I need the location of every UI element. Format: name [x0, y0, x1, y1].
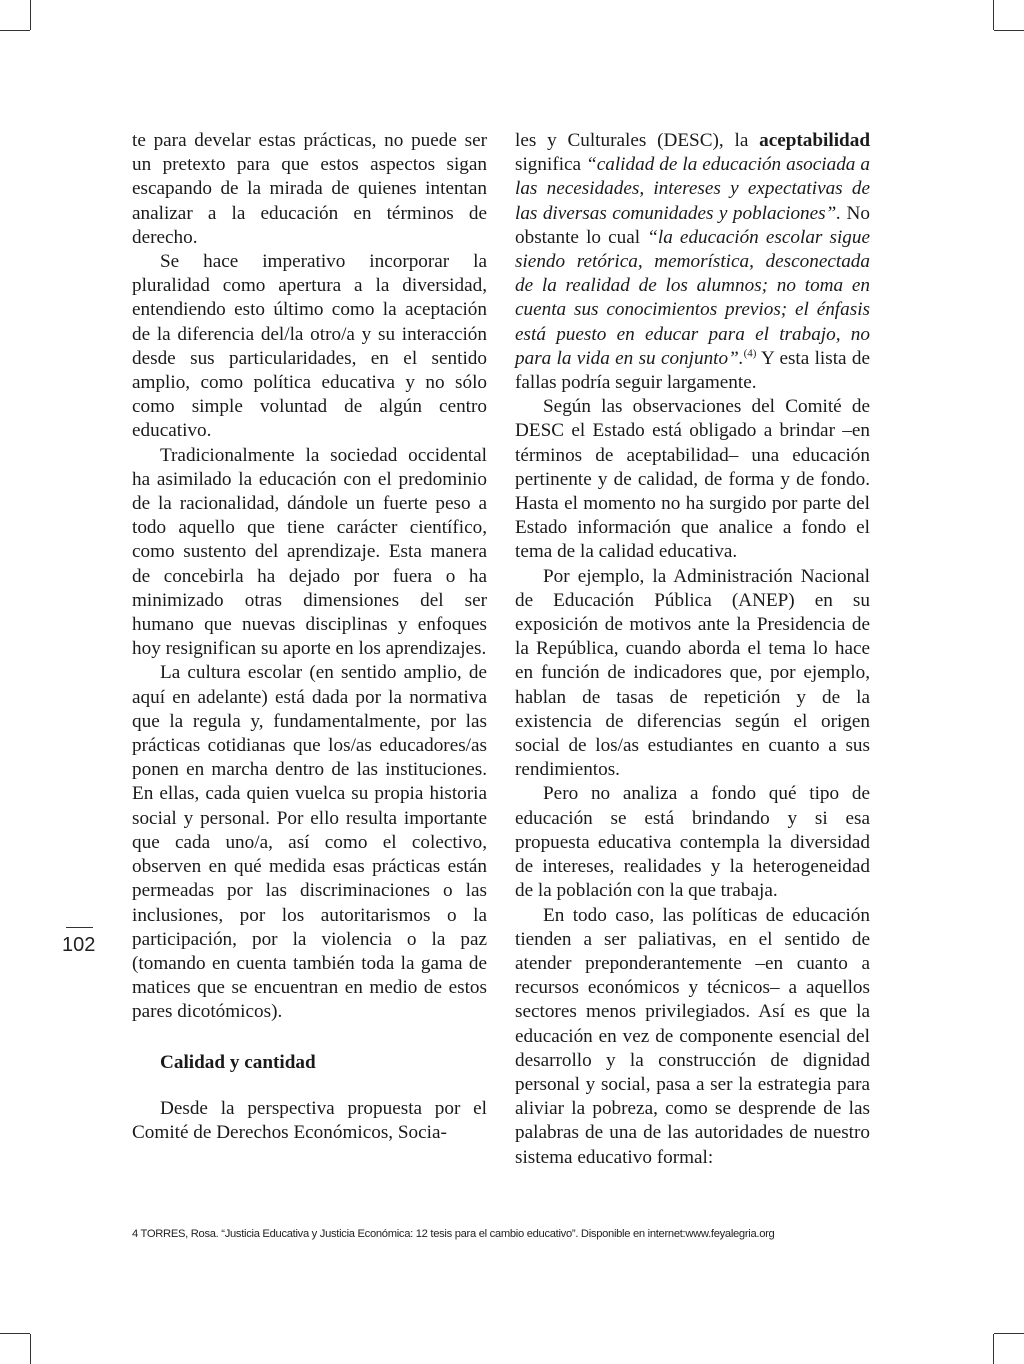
crop-mark-bottom-left-h [0, 1333, 30, 1334]
crop-mark-top-left-h [0, 30, 30, 31]
left-paragraph-2: Se hace imperativo incorporar la pluralidad como apertura a la diversidad, entendiendo esto último como la aceptación de la diferencia del/la otro/a y su interacción desde sus particularidades, en el sentido amplio, como política educativa y no sólo como simple voluntad de algún centro educativo. [132, 251, 487, 442]
left-paragraph-1: te para develar estas prácticas, no puede ser un pretexto para que estos aspectos sigan escapando de la mirada de quienes intentan analizar a la educación en términos de derecho. [132, 130, 487, 248]
quote-2: “la educación escolar sigue siendo retórica, memorística, desconectada de la realidad de los alumnos; no toma en cuenta sus conocimientos previos; el énfasis está puesto en educar para el trabajo, no para la vida en su conjunto”. [515, 226, 871, 369]
left-paragraph-5: Desde la perspectiva propuesta por el Comité de Derechos Económicos, Socia- [132, 1097, 487, 1143]
page-number-rule [66, 927, 93, 928]
footnote-ref: (4) [743, 347, 757, 360]
section-heading: Calidad y cantidad [160, 1051, 316, 1073]
crop-mark-top-right-v [993, 0, 994, 30]
right-paragraph-3: Por ejemplo, la Administración Nacional de Educación Pública (ANEP) en su exposición de motivos ante la Presidencia de la República, cuando aborda el tema lo hace en función de indicadores que, por ejemplo, hablan de tasas de repetición y de la existencia de diferencias según el origen social de los/as estudiantes en cuanto a sus rendimientos. [515, 565, 870, 781]
crop-mark-bottom-right-h [994, 1333, 1024, 1334]
right-paragraph-2: Según las observaciones del Comité de DESC el Estado está obligado a brindar –en términos de aceptabilidad– una educación pertinente y de calidad, de forma y de fondo. Hasta el momento no ha surgido por parte del Estado información que analice a fondo el tema de la calidad educativa. [515, 396, 870, 563]
left-column [132, 129, 487, 1145]
right-column [515, 129, 870, 1170]
term-aceptabilidad: aceptabilidad [759, 130, 870, 151]
crop-mark-bottom-left-v [30, 1334, 31, 1364]
page-number: 102 [62, 934, 96, 956]
left-paragraph-4: La cultura escolar (en sentido amplio, de aquí en adelante) está dada por la normativa que la regula y, fundamentalmente, por las prácticas cotidianas que los/as educadores/as ponen en marcha dentro de las instituciones. En ellas, cada quien vuelca su propia historia social y personal. Por ello resulta importante que cada uno/a, así como el colectivo, observen en qué medida esas prácticas están permeadas por las discriminaciones o las inclusiones, por los autoritarismos o la participación, por la violencia o la paz (tomando en cuenta también toda la gama de matices que se encuentran en medio de estos pares dicotómicos). [132, 662, 487, 1023]
crop-mark-top-left-v [30, 0, 31, 30]
right-paragraph-1: les y Culturales (DESC), la aceptabilidad significa “calidad de la educación asociada a las necesidades, intereses y expectativas de las diversas comunidades y poblaciones”. No obstante lo cual “la educación escolar sigue siendo retórica, memorística, desconectada de la realidad de los alumnos; no toma en cuenta sus conocimientos previos; el énfasis está puesto en educar para el trabajo, no para la vida en su conjunto”.$^{(4)}$ Y esta lista de fallas podría seguir largamente. [515, 130, 871, 394]
right-paragraph-4: Pero no analiza a fondo qué tipo de educación se está brindando y si esa propuesta educativa contempla la diversidad de intereses, realidades y la heterogeneidad de la población con la que trabaja. [515, 783, 870, 902]
quote-1: “calidad de la educación asociada a las necesidades, intereses y expectativas de las diversas comunidades y poblaciones”. [515, 154, 870, 224]
crop-mark-bottom-right-v [993, 1334, 994, 1364]
footnote: 4 TORRES, Rosa. “Justicia Educativa y Justicia Económica: 12 tesis para el cambio educativo”. Disponible en internet:www.feyalegria.org [132, 1228, 775, 1240]
crop-mark-top-right-h [994, 30, 1024, 31]
right-paragraph-5: En todo caso, las políticas de educación tienden a ser paliativas, en el sentido de atender preponderantemente –en cuanto a recursos económicos y técnicos– a aquellos sectores menos privilegiados. Así es que la educación en vez de componente esencial del desarrollo y la construcción de dignidad personal y social, pasa a ser la estrategia para aliviar la pobreza, como se desprende de las palabras de una de las autoridades de nuestro sistema educativo formal: [515, 904, 870, 1168]
left-paragraph-3: Tradicionalmente la sociedad occidental ha asimilado la educación con el predominio de la racionalidad, dándole un fuerte peso a todo aquello que tiene carácter científico, como sustento del aprendizaje. Esta manera de concebirla ha dejado por fuera o ha minimizado otras dimensiones del ser humano que nuevas disciplinas y enfoques hoy resignifican su aporte en los aprendizajes. [132, 444, 487, 660]
